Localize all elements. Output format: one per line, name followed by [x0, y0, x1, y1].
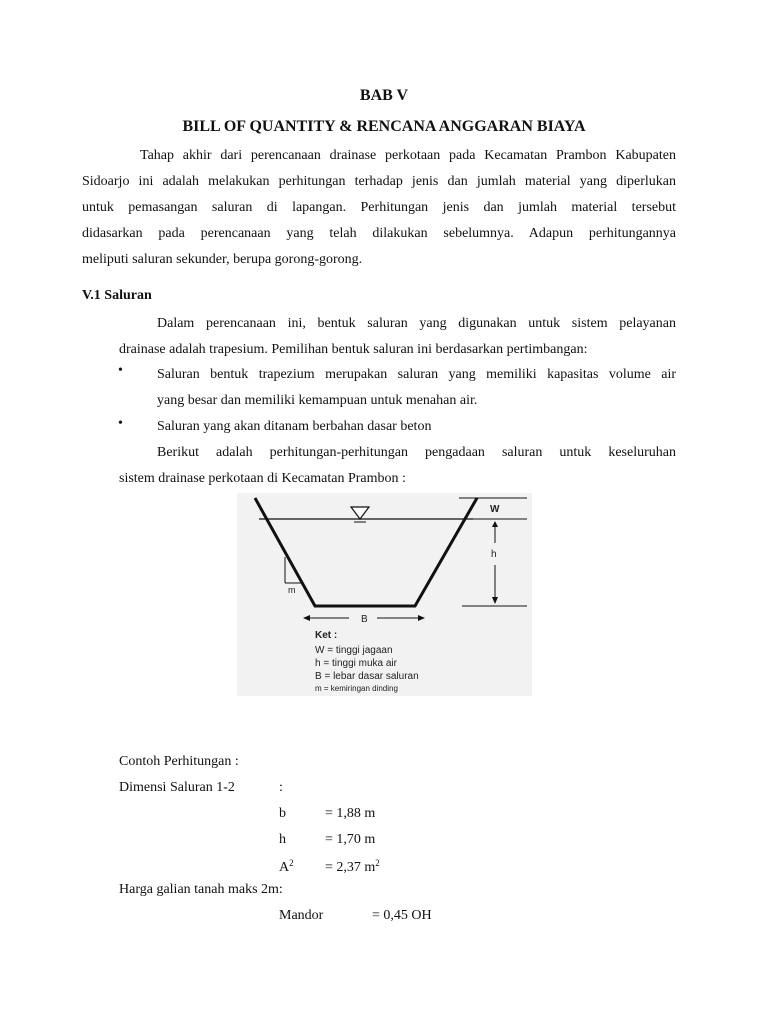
- chapter-title: BAB V: [359, 87, 409, 104]
- legend-item: h = tinggi muka air: [315, 658, 397, 669]
- var-b-value: = 1,88 m: [325, 806, 376, 821]
- section-heading: V.1 Saluran: [82, 288, 152, 303]
- bullet-item: [157, 362, 676, 414]
- after-bullets-paragraph: [119, 440, 676, 492]
- text-line: didasarkan pada perencanaan yang telah dilakukan sebelumnya. Adapun perhitungannya: [82, 226, 676, 241]
- var-h-value: = 1,70 m: [325, 832, 376, 847]
- bullet-marker: •: [118, 363, 123, 378]
- example-heading: Contoh Perhitungan :: [119, 754, 239, 769]
- area-exponent: 2: [289, 858, 294, 868]
- text-line: Berikut adalah perhitungan-perhitungan pengadaan saluran untuk keseluruhan: [157, 445, 676, 460]
- text-line: Saluran yang akan ditanam berbahan dasar beton: [157, 419, 432, 434]
- text-line: yang besar dan memiliki kemampuan untuk menahan air.: [157, 393, 478, 408]
- text-line: Saluran bentuk trapezium merupakan saluran yang memiliki kapasitas volume air: [157, 367, 676, 382]
- legend-item: B = lebar dasar saluran: [315, 671, 419, 682]
- mandor-value: = 0,45 OH: [372, 908, 432, 923]
- area-symbol: A: [279, 860, 290, 875]
- bullet-item: [157, 414, 676, 440]
- dimension-colon: :: [279, 780, 283, 795]
- legend-item: m = kemiringan dinding: [315, 684, 398, 693]
- area-value: = 2,37 m: [325, 860, 376, 875]
- section-paragraph: [119, 311, 676, 363]
- var-h-name: h: [279, 832, 286, 847]
- harga-label: Harga galian tanah maks 2m:: [119, 882, 283, 897]
- intro-paragraph: [82, 143, 676, 273]
- label-m: m: [288, 585, 296, 595]
- area-unit-exponent: 2: [375, 858, 380, 868]
- label-b: B: [361, 614, 368, 625]
- text-line: untuk pemasangan saluran di lapangan. Perhitungan jenis dan jumlah material tersebut: [82, 200, 676, 215]
- var-a-value: [325, 858, 380, 876]
- label-h: h: [491, 549, 497, 560]
- text-line: drainase adalah trapesium. Pemilihan bentuk saluran ini berdasarkan pertimbangan:: [119, 342, 588, 357]
- legend-item: W = tinggi jagaan: [315, 645, 393, 656]
- var-a-name: [279, 858, 294, 876]
- bullet-marker: •: [118, 416, 123, 431]
- text-line: sistem drainase perkotaan di Kecamatan Prambon :: [119, 471, 406, 486]
- water-level-triangle: [351, 507, 369, 519]
- text-line: Dalam perencanaan ini, bentuk saluran yang digunakan untuk sistem pelayanan: [157, 316, 676, 331]
- trapezoid-channel-figure: [237, 493, 532, 696]
- text-line: Tahap akhir dari perencanaan drainase perkotaan pada Kecamatan Prambon Kabupaten: [140, 148, 676, 163]
- text-line: Sidoarjo ini adalah melakukan perhitungan terhadap jenis dan jumlah material yang diperlukan: [82, 174, 676, 189]
- text-line: meliputi saluran sekunder, berupa gorong-gorong.: [82, 252, 363, 267]
- var-b-name: b: [279, 806, 286, 821]
- page-title: BILL OF QUANTITY & RENCANA ANGGARAN BIAYA: [182, 118, 586, 135]
- mandor-label: Mandor: [279, 908, 324, 923]
- label-w: W: [490, 504, 500, 515]
- legend-title: Ket :: [315, 630, 338, 641]
- dimension-label: Dimensi Saluran 1-2: [119, 780, 235, 795]
